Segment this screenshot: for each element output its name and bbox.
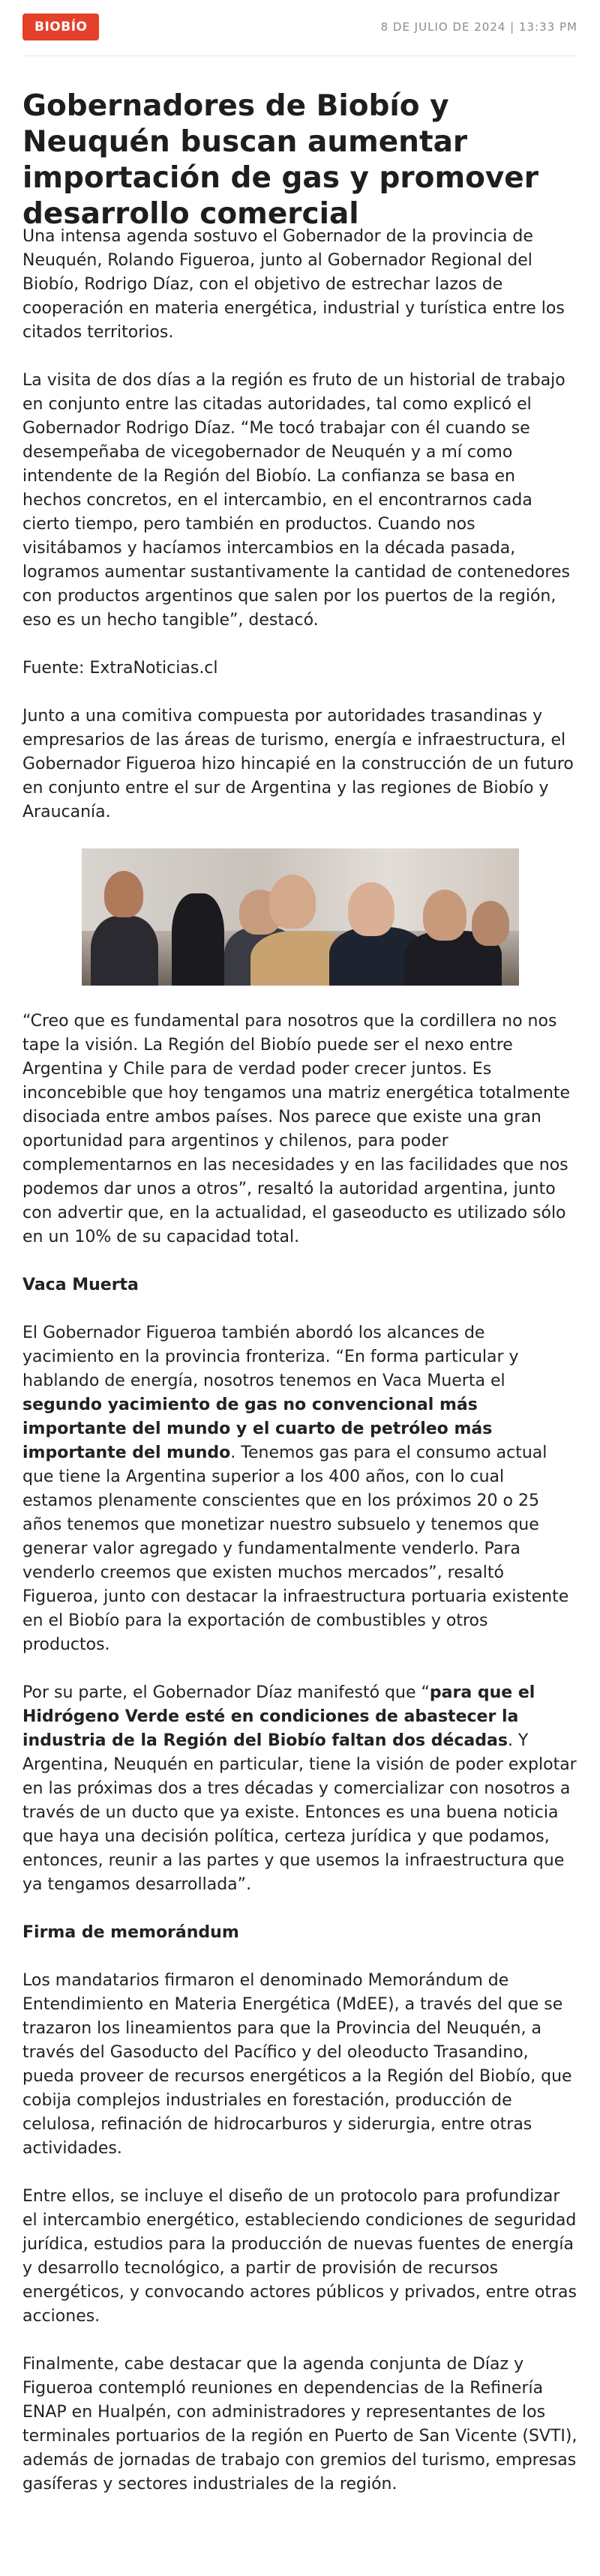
paragraph-text: . Y Argentina, Neuquén en particular, tiene la visión de poder explotar en las próximas dos a tres décadas y comercializar con nosotros a través de un ducto que ya existe. Entonces es una buena noticia que haya una decisión política, certeza jurídica y que podamos, entonces, reunir a las partes y que usemos la infraestructura que ya tengamos desarrollada”. (22, 1731, 577, 1894)
paragraph-emphasis: segundo yacimiento de gas no convencional más importante del mundo y el cuarto de petróleo más importante del mundo (22, 1396, 493, 1462)
photo-figure (472, 901, 509, 946)
photo-figure (104, 871, 143, 917)
header-divider (22, 55, 578, 56)
paragraph-intro: Una intensa agenda sostuvo el Gobernador de la provincia de Neuquén, Rolando Figueroa, junto al Gobernador Regional del Biobío, Rodrigo Díaz, con el objetivo de estrechar lazos de cooperación en materia energética, industrial y turística entre los citados territorios. (22, 227, 565, 342)
paragraph-text: Por su parte, el Gobernador Díaz manifestó que “ (22, 1683, 430, 1702)
photo-figure (423, 890, 466, 941)
paragraph-text: . Tenemos gas para el consumo actual que tiene la Argentina superior a los 400 años, con lo cual estamos plenamente conscientes que en los próximos 20 o 25 años tenemos que monetizar nuestro subsuelo y tenemos que generar valor agregado y fundamentalmente venderlo. Para venderlo creemos que existen muchos mercados”, resaltó Figueroa, junto con destacar la infraestructura portuaria existente en el Biobío para la exportación de combustibles y otros productos. (22, 1444, 569, 1654)
brand-badge[interactable]: BIOBÍO (22, 13, 99, 40)
paragraph-hidrogeno (22, 1681, 578, 1897)
source-credit: Fuente: ExtraNoticias.cl (22, 659, 218, 678)
article-photo-wrap (22, 848, 578, 986)
paragraph-closing: Finalmente, cabe destacar que la agenda conjunta de Díaz y Figueroa contempló reuniones en dependencias de la Refinería ENAP en Hualpén, con administradores y representantes de los terminales portuarios de la región en Puerto de San Vicente (SVTI), además de jornadas de trabajo con gremios del turismo, empresas gasíferas y sectores industriales de la región. (22, 2355, 578, 2494)
paragraph-quote-cordillera: “Creo que es fundamental para nosotros que la cordillera no nos tape la visión. La Región del Biobío puede ser el nexo entre Argentina y Chile para de verdad poder crecer juntos. Es inconcebible que hoy tengamos una matriz energética totalmente disociada entre ambos países. Nos parece que existe una gran oportunidad para argentinos y chilenos, para poder complementarnos en las necesidades y en las facilidades que nos podemos dar unos a otros”, resaltó la autoridad argentina, junto con advertir que, en la actualidad, el gaseoducto es utilizado sólo en un 10% de su capacidad total. (22, 1012, 571, 1246)
paragraph-memorandum: Los mandatarios firmaron el denominado Memorándum de Entendimiento en Materia Energética (MdEE), a través del que se trazaron los lineamientos para que la Provincia del Neuquén, a través del Gasoducto del Pacífico y del oleoducto Trasandino, pueda proveer de recursos energéticos a la Región del Biobío, que cobija complejos industriales en forestación, producción de celulosa, refinación de hidrocarburos y siderurgia, entre otras actividades. (22, 1971, 572, 2158)
paragraph-protocol: Entre ellos, se incluye el diseño de un protocolo para profundizar el intercambio energético, estableciendo condiciones de seguridad jurídica, estudios para la producción de nuevas fuentes de energía y desarrollo tecnológico, a partir de provisión de recursos energéticos, y convocando actores públicos y privados, entre otras acciones. (22, 2187, 577, 2326)
subheading-vaca-muerta: Vaca Muerta (22, 1276, 139, 1294)
paragraph-delegation: Junto a una comitiva compuesta por autoridades trasandinas y empresarios de las áreas de turismo, energía e infraestructura, el Gobernador Figueroa hizo hincapié en la construcción de un futuro en conjunto entre el sur de Argentina y las regiones de Biobío y Araucanía. (22, 707, 574, 821)
article-body (22, 225, 578, 2521)
subheading-memorandum: Firma de memorándum (22, 1923, 239, 1942)
top-bar (22, 10, 578, 43)
paragraph-text: El Gobernador Figueroa también abordó los alcances de yacimiento en la provincia fronteriza. “En forma particular y hablando de energía, nosotros tenemos en Vaca Muerta el (22, 1324, 519, 1390)
photo-figure (172, 893, 224, 986)
article-photo (82, 848, 519, 986)
photo-figure (91, 916, 158, 986)
photo-figure (348, 882, 394, 936)
paragraph-emphasis: para que el Hidrógeno Verde esté en condiciones de abastecer la industria de la Región del Biobío faltan dos décadas (22, 1683, 536, 1750)
paragraph-visit: La visita de dos días a la región es fruto de un historial de trabajo en conjunto entre las citadas autoridades, tal como explicó el Gobernador Rodrigo Díaz. “Me tocó trabajar con él cuando se desempeñaba de vicegobernador de Neuquén y a mí como intendente de la Región del Biobío. La confianza se basa en hechos concretos, en el intercambio, en el encontrarnos cada cierto tiempo, pero también en productos. Cuando nos visitábamos y hacíamos intercambios en la década pasada, logramos aumentar sustantivamente la cantidad de contenedores con productos argentinos que salen por los puertos de la región, eso es un hecho tangible”, destacó. (22, 371, 570, 630)
publish-date: 8 DE JULIO DE 2024 | 13:33 PM (380, 20, 578, 34)
paragraph-vaca-muerta (22, 1321, 578, 1657)
article-title: Gobernadores de Biobío y Neuquén buscan aumentar importación de gas y promover desarrollo comercial (22, 89, 538, 231)
photo-figure (269, 875, 316, 929)
